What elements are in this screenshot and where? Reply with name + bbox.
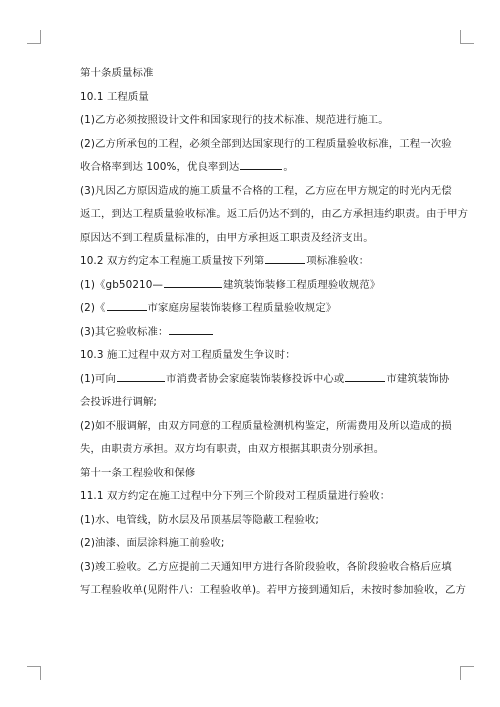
fill-blank	[117, 371, 165, 382]
clause-10-1-3-line3	[80, 227, 420, 251]
crop-mark-top-right-v	[460, 30, 461, 44]
text-line: 10.3 施工过程中双方对工程质量发生争议时：	[80, 349, 296, 361]
clause-10-3-1-line2	[80, 391, 420, 415]
fill-blank	[240, 159, 282, 170]
text-line: 建筑装饰装修工程质理验收规范》	[222, 278, 381, 291]
text-line: 原因达不到工程质量标准的，由甲方承担返工职责及经济支出。	[80, 231, 374, 244]
text-line: 市建筑装饰协	[386, 372, 450, 385]
text-line: (2)油漆、面层涂料施工前验收;	[80, 537, 225, 549]
fill-blank	[164, 277, 222, 288]
clause-10-1-2-line1	[80, 133, 452, 157]
text-line: (1)水、电管线，防水层及吊顶基层等隐蔽工程验收;	[80, 513, 319, 526]
text-line: 市消费者协会家庭装饰装修投诉中心或	[166, 372, 345, 385]
crop-mark-top-right-h	[460, 43, 474, 44]
clause-11-1-3-line1	[80, 556, 452, 580]
text-line: 项标准验收：	[306, 255, 370, 267]
text-line: 。	[283, 161, 294, 173]
subsection-10-2	[80, 250, 420, 274]
text-line: (1)可向	[80, 372, 116, 385]
subsection-10-3	[80, 344, 420, 368]
clause-10-2-3	[80, 321, 420, 345]
text-line: 10.2 双方约定本工程施工质量按下列第	[80, 255, 265, 267]
section-heading-10	[80, 62, 420, 86]
section-heading-11	[80, 462, 420, 486]
text-line: (1)乙方必须按照设计文件和国家现行的技术标准、规范进行施工。	[80, 114, 389, 126]
text-line: 收合格率到达 100%，优良率到达	[80, 161, 240, 173]
crop-mark-top-left-h	[27, 43, 41, 44]
text-line: 返工，到达工程质量验收标准。返工后仍达不到的，由乙方承担违约职责。由于甲方	[80, 208, 469, 220]
clause-10-3-1-line1	[80, 368, 450, 392]
text-line: (2)如不服调解，由双方同意的工程质量检测机构鉴定，所需费用及所以造成的损	[80, 419, 452, 432]
clause-10-1-1	[80, 109, 420, 133]
clause-10-1-2-line2	[80, 156, 420, 180]
crop-mark-bottom-left-h	[27, 666, 41, 667]
text-line: 会投诉进行调解;	[80, 396, 158, 408]
fill-blank	[169, 324, 213, 335]
document-body	[80, 62, 469, 603]
text-line: (3)凡因乙方原因造成的施工质量不合格的工程，乙方应在甲方规定的时光内无偿	[80, 184, 452, 197]
crop-mark-bottom-left-v	[40, 666, 41, 680]
clause-10-3-2-line1	[80, 415, 452, 439]
clause-11-1-2	[80, 532, 420, 556]
text-line: 第十一条工程验收和保修	[80, 466, 196, 479]
text-line: (2)乙方所承包的工程，必须全部到达国家现行的工程质量验收标准，工程一次验	[80, 137, 452, 150]
fill-blank	[345, 371, 385, 382]
subsection-10-1	[80, 86, 420, 110]
fill-blank	[107, 300, 147, 311]
text-line: (3)其它验收标准：	[80, 325, 169, 338]
text-line: 写工程验收单(见附件八：工程验收单)。若甲方接到通知后，未按时参加验收，乙方	[80, 584, 466, 596]
text-line: 第十条质量标准	[80, 67, 154, 79]
text-line: (3)竣工验收。乙方应提前二天通知甲方进行各阶段验收，各阶段验收合格后应填	[80, 560, 452, 573]
text-line: 10.1 工程质量	[80, 90, 149, 103]
clause-10-2-1	[80, 274, 420, 298]
crop-mark-top-left-v	[40, 30, 41, 44]
crop-mark-bottom-right-h	[460, 666, 474, 667]
clause-10-3-2-line2	[80, 438, 420, 462]
clause-10-1-3-line2	[80, 203, 469, 227]
subsection-11-1	[80, 485, 420, 509]
text-line: (1)《gb50210—	[80, 278, 163, 291]
crop-mark-bottom-right-v	[460, 666, 461, 680]
text-line: 失，由职责方承担。双方均有职责，由双方根据其职责分别承担。	[80, 443, 385, 455]
clause-10-1-3-line1	[80, 180, 452, 204]
clause-10-2-2	[80, 297, 420, 321]
fill-blank	[265, 253, 305, 264]
clause-11-1-1	[80, 509, 420, 533]
text-line: 11.1 双方约定在施工过程中分下列三个阶段对工程质量进行验收：	[80, 490, 391, 502]
clause-11-1-3-line2	[80, 579, 466, 603]
text-line: 市家庭房屋装饰装修工程质量验收规定》	[147, 302, 337, 314]
text-line: (2)《	[80, 302, 106, 314]
